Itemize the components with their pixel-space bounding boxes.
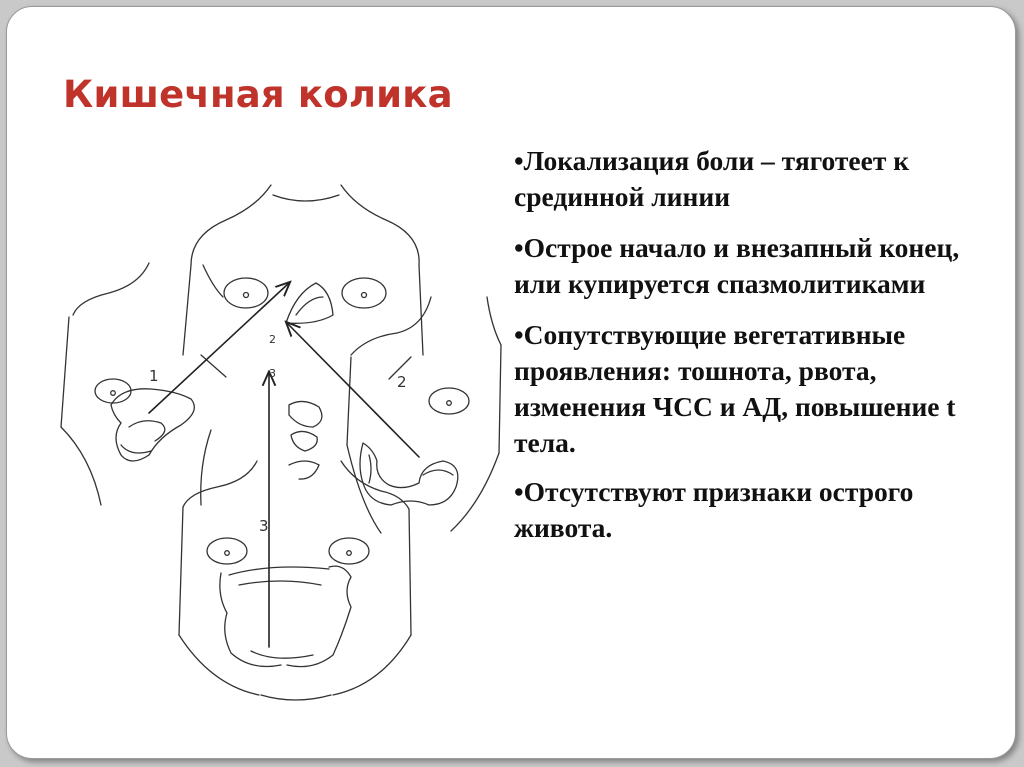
- bullet-marker: •: [514, 476, 524, 507]
- slide-title: Кишечная колика: [63, 73, 453, 116]
- bullet-text: Локализация боли – тяготеет к срединной линии: [514, 145, 910, 212]
- bullet-marker: •: [514, 232, 524, 263]
- torso-left: [61, 263, 223, 505]
- list-item: [514, 474, 989, 546]
- bullet-marker: •: [514, 145, 524, 176]
- figure-center-label-2: 2: [269, 333, 276, 346]
- figure-label-2: 2: [397, 373, 407, 391]
- list-item: [514, 317, 989, 461]
- list-item: [514, 143, 989, 215]
- bullet-text: Сопутствующие вегетативные проявления: тошнота, рвота, изменения ЧСС и АД, повышение t тела.: [514, 319, 956, 458]
- colic-torso-illustration: [51, 165, 511, 705]
- figure-center-label-3: 3: [269, 367, 276, 380]
- torso-right: [347, 297, 501, 533]
- torso-top: [183, 185, 423, 479]
- bullet-text: Отсутствуют признаки острого живота.: [514, 476, 914, 543]
- figure-label-3: 3: [259, 517, 269, 535]
- bullet-marker: •: [514, 319, 524, 350]
- torso-bottom: [179, 461, 411, 700]
- figure-label-1: 1: [149, 367, 159, 385]
- symptom-list: [514, 143, 989, 561]
- arrow-from-left: [149, 283, 289, 413]
- list-item: [514, 230, 989, 302]
- bullet-text: Острое начало и внезапный конец, или купируется спазмолитиками: [514, 232, 960, 299]
- slide: [6, 6, 1016, 759]
